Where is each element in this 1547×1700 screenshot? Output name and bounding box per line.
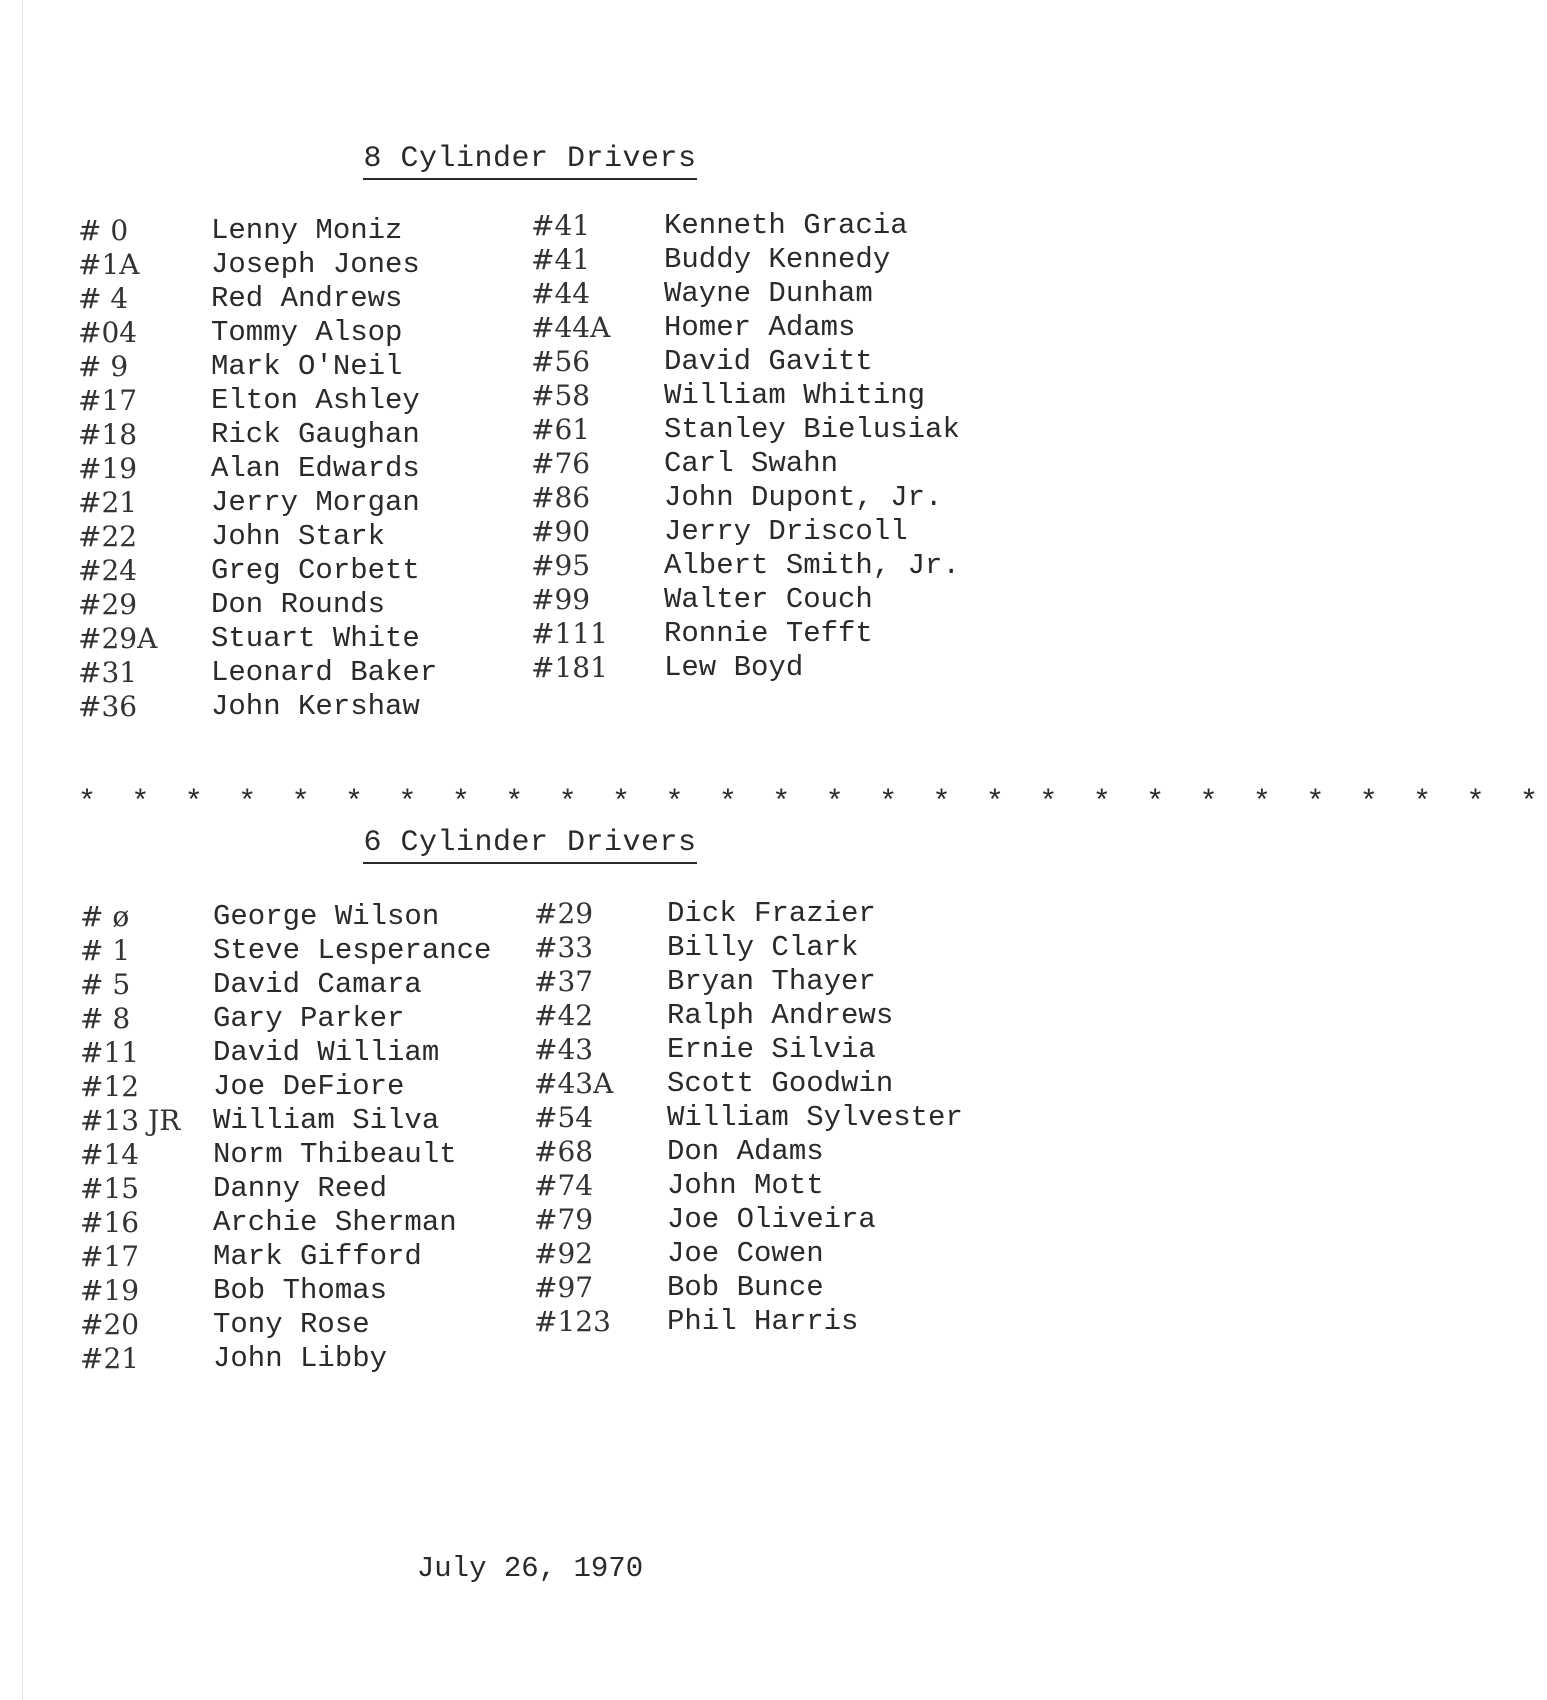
driver-name: Ralph Andrews — [667, 999, 894, 1032]
driver-row — [80, 900, 520, 934]
car-number: #95 — [531, 549, 591, 582]
driver-row — [534, 1169, 984, 1203]
driver-name: Bryan Thayer — [667, 965, 876, 998]
driver-row — [531, 617, 981, 651]
driver-row — [531, 583, 981, 617]
eight-cylinder-left-list — [78, 214, 518, 724]
driver-name: Tommy Alsop — [211, 316, 403, 349]
driver-row — [80, 1342, 520, 1376]
car-number: #41 — [531, 209, 591, 242]
driver-name: Joseph Jones — [211, 248, 420, 281]
driver-name: Phil Harris — [667, 1305, 859, 1338]
car-number: #29 — [534, 897, 594, 930]
driver-row — [531, 379, 981, 413]
driver-name: Danny Reed — [213, 1172, 388, 1205]
car-number: #29 — [78, 588, 138, 621]
car-number: #04 — [78, 316, 138, 349]
car-number: #12 — [80, 1070, 140, 1103]
driver-name: Joe Oliveira — [667, 1203, 876, 1236]
driver-row — [534, 1305, 984, 1339]
six-cylinder-heading — [0, 826, 1060, 860]
driver-row — [531, 311, 981, 345]
driver-name: Joe DeFiore — [213, 1070, 405, 1103]
driver-row — [78, 520, 518, 554]
driver-row — [80, 1002, 520, 1036]
driver-row — [534, 1203, 984, 1237]
car-number: # ø — [80, 900, 130, 933]
car-number: #21 — [78, 486, 138, 519]
driver-name: Buddy Kennedy — [664, 243, 891, 276]
driver-row — [78, 554, 518, 588]
driver-row — [531, 549, 981, 583]
driver-name: Albert Smith, Jr. — [664, 549, 960, 582]
driver-name: Mark O'Neil — [211, 350, 403, 383]
driver-row — [531, 481, 981, 515]
driver-row — [80, 1172, 520, 1206]
driver-row — [80, 934, 520, 968]
driver-name: Elton Ashley — [211, 384, 420, 417]
car-number: # 9 — [78, 350, 129, 383]
car-number: #29A — [78, 622, 158, 655]
driver-row — [534, 1271, 984, 1305]
driver-row — [78, 248, 518, 282]
driver-row — [531, 209, 981, 243]
driver-name: Billy Clark — [667, 931, 859, 964]
car-number: #24 — [78, 554, 138, 587]
driver-row — [80, 968, 520, 1002]
six-cylinder-heading-text: 6 Cylinder Drivers — [363, 826, 696, 864]
driver-name: Mark Gifford — [213, 1240, 422, 1273]
driver-name: Norm Thibeault — [213, 1138, 457, 1171]
car-number: #37 — [534, 965, 594, 998]
car-number: #36 — [78, 690, 138, 723]
driver-row — [78, 588, 518, 622]
driver-name: Greg Corbett — [211, 554, 420, 587]
driver-name: John Dupont, Jr. — [664, 481, 943, 514]
driver-row — [534, 965, 984, 999]
car-number: #22 — [78, 520, 138, 553]
driver-name: Gary Parker — [213, 1002, 405, 1035]
car-number: #54 — [534, 1101, 594, 1134]
driver-name: Ronnie Tefft — [664, 617, 873, 650]
car-number: #42 — [534, 999, 594, 1032]
driver-row — [78, 690, 518, 724]
driver-name: David Camara — [213, 968, 422, 1001]
car-number: #123 — [534, 1305, 611, 1338]
car-number: #56 — [531, 345, 591, 378]
driver-name: David Gavitt — [664, 345, 873, 378]
car-number: #17 — [78, 384, 138, 417]
driver-name: Scott Goodwin — [667, 1067, 894, 1100]
driver-name: Stanley Bielusiak — [664, 413, 960, 446]
driver-row — [531, 447, 981, 481]
driver-row — [531, 413, 981, 447]
driver-row — [80, 1036, 520, 1070]
car-number: #181 — [531, 651, 608, 684]
car-number: #15 — [80, 1172, 140, 1205]
driver-name: William Silva — [213, 1104, 440, 1137]
car-number: # 4 — [78, 282, 129, 315]
driver-name: Jerry Morgan — [211, 486, 420, 519]
car-number: #44 — [531, 277, 591, 310]
car-number: #79 — [534, 1203, 594, 1236]
car-number: #43 — [534, 1033, 594, 1066]
driver-name: Rick Gaughan — [211, 418, 420, 451]
car-number: #11 — [80, 1036, 140, 1069]
driver-row — [80, 1070, 520, 1104]
driver-name: Don Adams — [667, 1135, 824, 1168]
driver-row — [80, 1240, 520, 1274]
six-cylinder-left-list — [80, 900, 520, 1376]
car-number: # 5 — [80, 968, 131, 1001]
driver-row — [80, 1104, 520, 1138]
driver-name: Lew Boyd — [664, 651, 804, 684]
car-number: #43A — [534, 1067, 614, 1100]
driver-name: Alan Edwards — [211, 452, 420, 485]
driver-row — [80, 1206, 520, 1240]
document-date: July 26, 1970 — [416, 1552, 644, 1585]
driver-name: Don Rounds — [211, 588, 386, 621]
car-number: #33 — [534, 931, 594, 964]
driver-row — [531, 651, 981, 685]
driver-name: Archie Sherman — [213, 1206, 457, 1239]
car-number: #18 — [78, 418, 138, 451]
car-number: #86 — [531, 481, 591, 514]
driver-row — [534, 931, 984, 965]
driver-name: Lenny Moniz — [211, 214, 403, 247]
driver-name: Ernie Silvia — [667, 1033, 876, 1066]
driver-name: Stuart White — [211, 622, 420, 655]
driver-row — [78, 418, 518, 452]
driver-name: William Whiting — [664, 379, 926, 412]
driver-row — [534, 1067, 984, 1101]
driver-row — [78, 656, 518, 690]
driver-row — [80, 1308, 520, 1342]
driver-name: John Stark — [211, 520, 386, 553]
driver-row — [78, 214, 518, 248]
driver-row — [78, 316, 518, 350]
driver-name: Bob Bunce — [667, 1271, 824, 1304]
car-number: #111 — [531, 617, 608, 650]
driver-row — [534, 1101, 984, 1135]
driver-name: Dick Frazier — [667, 897, 876, 930]
eight-cylinder-right-list — [531, 209, 981, 685]
driver-name: Walter Couch — [664, 583, 873, 616]
car-number: # 8 — [80, 1002, 131, 1035]
driver-name: John Kershaw — [211, 690, 420, 723]
car-number: #44A — [531, 311, 611, 344]
driver-name: John Mott — [667, 1169, 824, 1202]
car-number: #92 — [534, 1237, 594, 1270]
car-number: # 0 — [78, 214, 129, 247]
driver-name: John Libby — [213, 1342, 388, 1375]
driver-name: Tony Rose — [213, 1308, 370, 1341]
car-number: #41 — [531, 243, 591, 276]
driver-row — [78, 282, 518, 316]
car-number: #17 — [80, 1240, 140, 1273]
car-number: #19 — [78, 452, 138, 485]
driver-name: David William — [213, 1036, 440, 1069]
driver-row — [531, 243, 981, 277]
driver-row — [534, 1237, 984, 1271]
six-cylinder-right-list — [534, 897, 984, 1339]
car-number: #1A — [78, 248, 140, 281]
driver-row — [534, 1033, 984, 1067]
driver-name: Red Andrews — [211, 282, 403, 315]
driver-row — [78, 350, 518, 384]
driver-name: Bob Thomas — [213, 1274, 388, 1307]
car-number: # 1 — [80, 934, 131, 967]
eight-cylinder-heading — [0, 142, 1060, 176]
driver-name: Joe Cowen — [667, 1237, 824, 1270]
car-number: #61 — [531, 413, 591, 446]
car-number: #14 — [80, 1138, 140, 1171]
car-number: #19 — [80, 1274, 140, 1307]
driver-row — [78, 622, 518, 656]
driver-row — [78, 384, 518, 418]
car-number: #76 — [531, 447, 591, 480]
eight-cylinder-heading-text: 8 Cylinder Drivers — [363, 142, 696, 180]
car-number: #20 — [80, 1308, 140, 1341]
driver-name: Kenneth Gracia — [664, 209, 908, 242]
driver-name: Carl Swahn — [664, 447, 839, 480]
car-number: #90 — [531, 515, 591, 548]
separator-stars: * * * * * * * * * * * * * * * * * * * * * * * * * * * * — [78, 786, 1547, 820]
driver-row — [534, 1135, 984, 1169]
driver-name: William Sylvester — [667, 1101, 963, 1134]
car-number: #21 — [80, 1342, 140, 1375]
driver-name: Wayne Dunham — [664, 277, 873, 310]
driver-row — [80, 1138, 520, 1172]
car-number: #97 — [534, 1271, 594, 1304]
driver-row — [531, 277, 981, 311]
car-number: #68 — [534, 1135, 594, 1168]
car-number: #16 — [80, 1206, 140, 1239]
driver-name: George Wilson — [213, 900, 440, 933]
car-number: #74 — [534, 1169, 594, 1202]
driver-row — [531, 515, 981, 549]
driver-row — [78, 452, 518, 486]
driver-row — [80, 1274, 520, 1308]
driver-row — [534, 999, 984, 1033]
car-number: #58 — [531, 379, 591, 412]
car-number: #13 JR — [80, 1104, 181, 1137]
driver-name: Steve Lesperance — [213, 934, 492, 967]
driver-name: Leonard Baker — [211, 656, 438, 689]
driver-row — [531, 345, 981, 379]
driver-row — [534, 897, 984, 931]
car-number: #99 — [531, 583, 591, 616]
driver-row — [78, 486, 518, 520]
car-number: #31 — [78, 656, 138, 689]
driver-name: Homer Adams — [664, 311, 856, 344]
driver-name: Jerry Driscoll — [664, 515, 908, 548]
